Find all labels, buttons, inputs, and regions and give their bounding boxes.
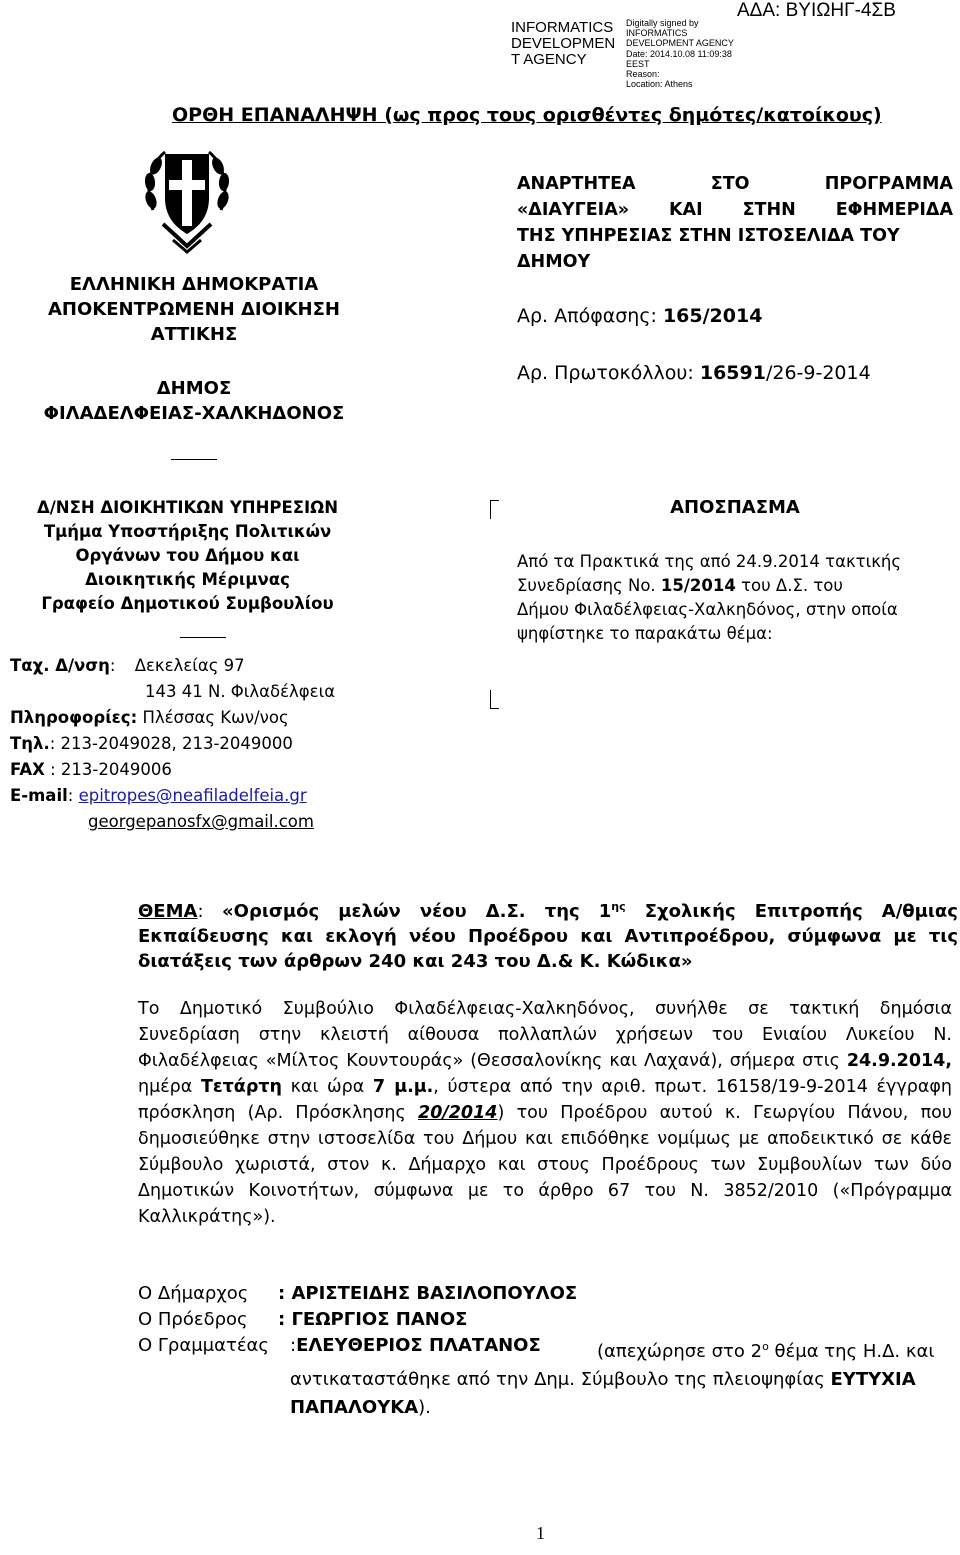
meeting-time: 7 μ.μ. xyxy=(372,1077,434,1097)
secretary-note xyxy=(290,1333,954,1422)
notice-word: «ΔΙΑΥΓΕΙΑ» xyxy=(517,200,630,220)
ada-code: ΑΔΑ: ΒΥΙΩΗΓ-4ΣΒ xyxy=(737,0,896,21)
email-row xyxy=(10,783,307,809)
email-link-primary[interactable]: epitropes@neafiladelfeia.gr xyxy=(78,786,307,805)
municipality-label: ΔΗΜΟΣ xyxy=(156,378,232,399)
body-text: ) του Προέδρου αυτού κ. Γεωργίου Πάνου, που δημοσιεύθηκε στην ιστοσελίδα του Δήμου και επιδόθηκε νομίμως με αποδεικτικό σε κάθε Σύμβουλο χωριστά, στον κ. Δήμαρχο και στους Προέδρους των Συμβουλίων των δύο Δημοτικών Κοινοτήτων, σύμφωνα με το άρθρο 67 του Ν. 3852/2010 («Πρόγραμμα Καλλικράτης»). xyxy=(138,1103,952,1227)
signature-detail-line: Digitally signed by xyxy=(626,18,699,28)
section-name: Οργάνων του Δήμου και xyxy=(75,546,300,565)
signature-detail-line: Location: Athens xyxy=(626,79,693,90)
info-value: Πλέσσας Κων/νος xyxy=(137,708,289,727)
notice-line: ΔΗΜΟΥ xyxy=(517,252,591,272)
issuer-block xyxy=(0,272,388,426)
tel-value: : 213-2049028, 213-2049000 xyxy=(49,734,293,753)
mayor-label: Ο Δήμαρχος xyxy=(138,1283,249,1304)
body-text: , ύστερα από την αριθ. πρωτ. 16158/19-9-2014 έγγραφη πρόσκληση (Αρ. Πρόσκλησης xyxy=(138,1077,952,1123)
notice-word: ΑΝΑΡΤΗΤΕΑ xyxy=(517,174,636,194)
address-street: Δεκελείας 97 xyxy=(134,656,245,675)
tel-label: Τηλ. xyxy=(10,734,50,753)
signature-detail-line: Reason: xyxy=(626,69,660,80)
email-link-secondary[interactable]: georgepanosfx@gmail.com xyxy=(88,812,314,831)
administration-name: ΑΠΟΚΕΝΤΡΩΜΕΝΗ ΔΙΟΙΚΗΣΗ xyxy=(48,299,340,320)
decision-number xyxy=(517,305,762,327)
excerpt-title: ΑΠΟΣΠΑΣΜΑ xyxy=(670,497,800,518)
excerpt-text xyxy=(517,550,953,646)
notice-word: ΠΡΟΓΡΑΜΜΑ xyxy=(824,174,953,194)
secretary-note-sup: ο xyxy=(762,1340,769,1353)
address-label: Ταχ. Δ/νση xyxy=(10,656,110,675)
subject-label: ΘΕΜΑ xyxy=(138,901,198,922)
email-colon: : xyxy=(67,786,79,805)
substitute-secretary-name: ΕΥΤΥΧΙΑ ΠΑΠΑΛΟΥΚΑ xyxy=(290,1369,916,1418)
page-number: 1 xyxy=(536,1523,545,1543)
notice-word: ΣΤΗΝ xyxy=(742,200,796,220)
fax-value: : 213-2049006 xyxy=(44,760,172,779)
publication-notice xyxy=(517,171,953,275)
subject-superscript: ης xyxy=(611,900,626,913)
section-name: Τμήμα Υποστήριξης Πολιτικών xyxy=(43,522,332,541)
excerpt-session-number: 15/2014 xyxy=(660,576,736,595)
protocol-number-label: Αρ. Πρωτοκόλλου: xyxy=(517,362,700,384)
subject xyxy=(138,894,958,974)
fax-label: FAX xyxy=(10,760,45,779)
address-city: 143 41 Ν. Φιλαδέλφεια xyxy=(145,682,336,701)
secretary-label: Ο Γραμματέας xyxy=(138,1335,269,1356)
mayor-row xyxy=(138,1281,577,1307)
decision-number-label: Αρ. Απόφασης: xyxy=(517,305,663,327)
municipality-name: ΦΙΛΑΔΕΛΦΕΙΑΣ-ΧΑΛΚΗΔΟΝΟΣ xyxy=(43,403,345,424)
subject-text-cont: Σχολικής Επιτροπής Α/θμιας Εκπαίδευσης και εκλογή νέου Προέδρου και Αντιπροέδρου, σύμφωνα με τις διατάξεις των άρθρων 240 και 243 του Δ.& Κ. Κώδικα» xyxy=(138,901,958,972)
president-row xyxy=(138,1307,467,1333)
invitation-number: 20/2014 xyxy=(418,1103,498,1123)
signer-org-line: INFORMATICS xyxy=(511,19,614,36)
subject-colon: : xyxy=(197,901,223,922)
president-label: Ο Πρόεδρος xyxy=(138,1309,248,1330)
signer-organization xyxy=(511,20,621,68)
signature-detail-line: Date: 2014.10.08 11:09:38 xyxy=(626,48,732,59)
department-block xyxy=(10,496,365,616)
directorate-name: Δ/ΝΣΗ ΔΙΟΙΚΗΤΙΚΩΝ ΥΠΗΡΕΣΙΩΝ xyxy=(36,498,339,517)
president-name: : ΓΕΩΡΓΙΟΣ ΠΑΝΟΣ xyxy=(278,1309,468,1330)
office-name: Γραφείο Δημοτικού Συμβουλίου xyxy=(41,594,334,613)
meeting-date: 24.9.2014, xyxy=(846,1051,952,1071)
excerpt-line: Από τα Πρακτικά της από 24.9.2014 τακτικής xyxy=(517,552,902,571)
tel-row xyxy=(10,731,293,757)
country-name: ΕΛΛΗΝΙΚΗ ΔΗΜΟΚΡΑΤΙΑ xyxy=(69,274,319,295)
excerpt-line xyxy=(517,574,953,598)
signature-detail-line: DEVELOPMENT AGENCY xyxy=(626,38,734,49)
notice-word: ΕΦΗΜΕΡΙΔΑ xyxy=(835,200,953,220)
address-colon: : xyxy=(109,656,116,675)
divider xyxy=(171,459,217,460)
digital-signature-details xyxy=(626,18,746,89)
excerpt-session-suffix: του Δ.Σ. του xyxy=(735,576,843,595)
secretary-note-end: ). xyxy=(418,1397,431,1418)
secretary-colon: : xyxy=(290,1335,297,1356)
info-row xyxy=(10,705,289,731)
meeting-day: Τετάρτη xyxy=(200,1077,282,1097)
info-label: Πληροφορίες: xyxy=(10,708,138,727)
fax-row xyxy=(10,757,172,783)
excerpt-session-label: Συνεδρίασης Νο. xyxy=(517,576,661,595)
notice-line: ΤΗΣ ΥΠΗΡΕΣΙΑΣ ΣΤΗΝ ΙΣΤΟΣΕΛΙΔΑ ΤΟΥ xyxy=(517,226,900,246)
body-text: και ώρα xyxy=(281,1077,373,1097)
corner-bracket-top xyxy=(490,500,499,519)
protocol-date: /26-9-2014 xyxy=(765,362,871,384)
mayor-name: : ΑΡΙΣΤΕΙΔΗΣ ΒΑΣΙΛΟΠΟΥΛΟΣ xyxy=(278,1283,578,1304)
excerpt-line: Δήμου Φιλαδέλφειας-Χαλκηδόνος, στην οποία xyxy=(517,600,898,619)
signer-org-line: T AGENCY xyxy=(511,51,587,68)
signature-detail-line: EEST xyxy=(626,58,650,69)
protocol-number xyxy=(517,362,871,384)
body-text: ημέρα xyxy=(138,1077,201,1097)
decision-body-paragraph xyxy=(138,996,952,1230)
address-row xyxy=(10,653,245,679)
correction-title: ΟΡΘΗ ΕΠΑΝΑΛΗΨΗ (ως προς τους ορισθέντες δημότες/κατοίκους) xyxy=(172,104,882,126)
notice-word: ΣΤΟ xyxy=(710,174,750,194)
notice-word: ΚΑΙ xyxy=(669,200,703,220)
decision-number-value: 165/2014 xyxy=(662,305,763,327)
secretary-name: ΕΛΕΥΘΕΡΙΟΣ ΠΛΑΤΑΝΟΣ xyxy=(296,1335,541,1356)
protocol-number-value: 16591 xyxy=(699,362,766,384)
corner-bracket-bottom xyxy=(490,690,499,709)
divider xyxy=(180,637,226,638)
signature-detail-line: INFORMATICS xyxy=(626,28,688,39)
body-text: Το Δημοτικό Συμβούλιο Φιλαδέλφειας-Χαλκηδόνος, συνήλθε σε τακτική δημόσια Συνεδρίαση στην κλειστή αίθουσα πολλαπλών χρήσεων του Ενιαίου Λυκείου Ν. Φιλαδέλφειας «Μίλτος Κουντουράς» (Θεσσαλονίκης και Λαχανά), σήμερα στις xyxy=(138,999,952,1071)
signer-org-line: DEVELOPMEN xyxy=(511,35,616,52)
secretary-note-text: θέμα της Η.Δ. και αντικαταστάθηκε από την Δημ. Σύμβουλο της πλειοψηφίας xyxy=(290,1341,935,1390)
subject-text: «Ορισμός μελών νέου Δ.Σ. της 1 xyxy=(222,901,612,922)
excerpt-line: ψηφίστηκε το παρακάτω θέμα: xyxy=(517,624,773,643)
greek-coat-of-arms-icon xyxy=(143,140,231,255)
email-label: E-mail xyxy=(10,786,68,805)
section-name: Διοικητικής Μέριμνας xyxy=(85,570,290,589)
secretary-note-text: (απεχώρησε στο 2 xyxy=(597,1341,763,1362)
region-name: ΑΤΤΙΚΗΣ xyxy=(150,324,238,345)
